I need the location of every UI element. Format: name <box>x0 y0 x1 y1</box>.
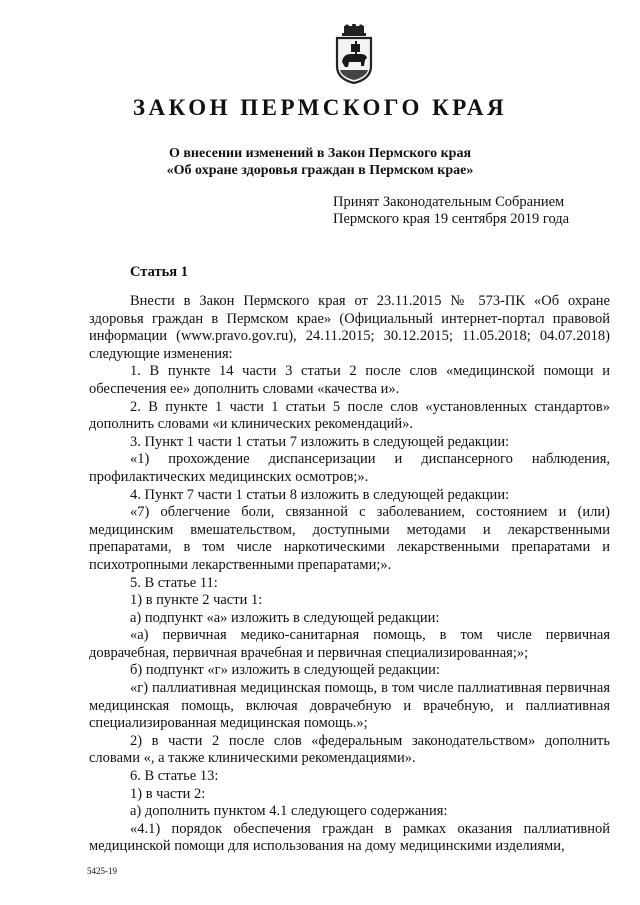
law-subtitle <box>0 145 640 179</box>
paragraph: «а) первичная медико-санитарная помощь, в том числе первичная доврачебная, первичная врачебная и первичная специализированная;»; <box>89 627 610 661</box>
paragraph: «4.1) порядок обеспечения граждан в рамках оказания паллиативной медицинской помощи для использования на дому медицинскими изделиями, <box>89 820 610 855</box>
paragraph: 1) в пункте 2 части 1: <box>130 592 263 609</box>
paragraph: 3. Пункт 1 части 1 статьи 7 изложить в следующей редакции: <box>130 433 510 450</box>
paragraph: 2) в части 2 после слов «федеральным законодательством» дополнить словами «, а также клиническими рекомендациями». <box>89 732 610 767</box>
paragraph: «7) облегчение боли, связанной с заболеванием, состоянием и (или) медицинским вмешательством, доступными методами и лекарственными препаратами, в том числе наркотическими лекарственными препаратами и психотропными лекарственными препаратами;». <box>89 504 610 573</box>
subtitle-line: «Об охране здоровья граждан в Пермском крае» <box>166 163 474 178</box>
adoption-line: Пермского края 19 сентября 2019 года <box>333 211 570 227</box>
perm-krai-coat-of-arms-icon <box>331 24 377 84</box>
paragraph: а) дополнить пунктом 4.1 следующего содержания: <box>130 803 448 820</box>
article-body <box>89 293 610 856</box>
paragraph: Внести в Закон Пермского края от 23.11.2015 № 573-ПК «Об охране здоровья граждан в Пермском крае» (Официальный интернет-портал правовой информации (www.pravo.gov.ru), 24.11.2015; 30.12.2015; 11.05.2018; 04.07.2018) следующие изменения: <box>89 293 610 362</box>
paragraph: «1) прохождение диспансеризации и диспансерного наблюдения, профилактических медицинских осмотров;». <box>89 451 610 485</box>
adoption-note <box>333 194 569 228</box>
paragraph: «г) паллиативная медицинская помощь, в том числе паллиативная первичная медицинская помощь, включая доврачебную и врачебную, и паллиативная специализированная медицинская помощь.»; <box>89 680 610 732</box>
paragraph: 5. В статье 11: <box>130 574 218 591</box>
paragraph: 4. Пункт 7 части 1 статьи 8 изложить в следующей редакции: <box>130 486 510 503</box>
article-heading: Статья 1 <box>130 264 188 280</box>
paragraph: 1) в части 2: <box>130 785 206 802</box>
paragraph: 2. В пункте 1 части 1 статьи 5 после слов «установленных стандартов» дополнить словами «и клинических рекомендаций». <box>89 398 610 433</box>
paragraph: 1. В пункте 14 части 3 статьи 2 после слов «медицинской помощи и обеспечения ее» дополнить словами «качества и». <box>89 363 610 397</box>
adoption-line: Принят Законодательным Собранием <box>333 194 565 210</box>
document-code: 5425-19 <box>87 866 117 876</box>
subtitle-line: О внесении изменений в Закон Пермского края <box>168 146 472 161</box>
paragraph: б) подпункт «г» изложить в следующей редакции: <box>130 662 440 679</box>
law-title: ЗАКОН ПЕРМСКОГО КРАЯ <box>132 95 508 120</box>
paragraph: а) подпункт «а» изложить в следующей редакции: <box>130 609 440 626</box>
paragraph: 6. В статье 13: <box>130 768 219 785</box>
